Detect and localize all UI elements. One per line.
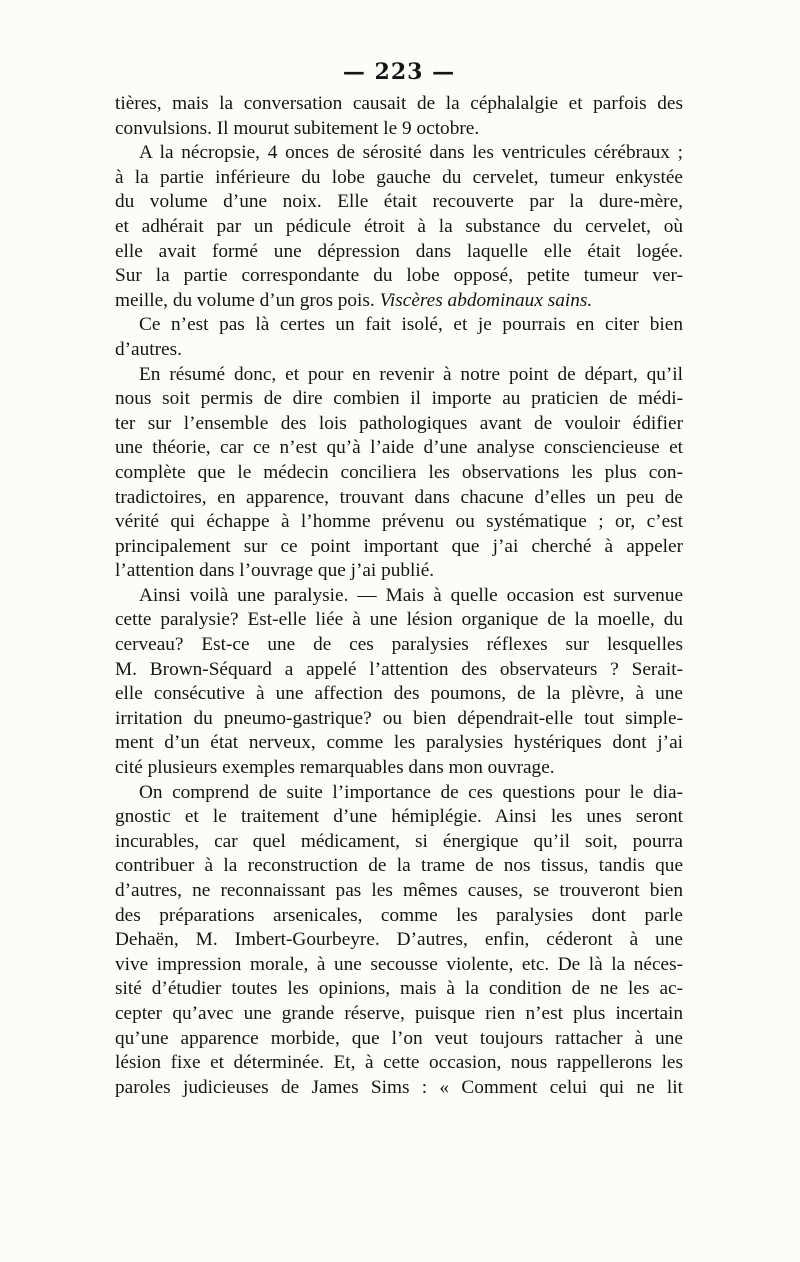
text-line-content: complète que le médecin conciliera les observations les plus con- xyxy=(115,461,683,483)
text-line-content: elle consécutive à une affection des poumons, de la plèvre, à une xyxy=(115,683,683,705)
text-line xyxy=(115,658,683,683)
text-line xyxy=(115,879,683,904)
text-line-content: contribuer à la reconstruction de la trame de nos tissus, tandis que xyxy=(115,855,683,877)
text-line xyxy=(115,953,683,978)
text-line xyxy=(115,928,683,953)
text-line xyxy=(115,830,683,855)
text-line-content: du volume d’une noix. Elle était recouverte par la dure-mère, xyxy=(115,191,683,213)
text-line-content: qu’une apparence morbide, que l’on veut toujours rattacher à une xyxy=(115,1027,683,1049)
text-line-content: En résumé donc, et pour en revenir à notre point de départ, qu’il xyxy=(139,363,683,385)
text-line-content: à la partie inférieure du lobe gauche du cervelet, tumeur enkystée xyxy=(115,166,683,188)
text-line xyxy=(115,584,683,609)
text-line xyxy=(115,412,683,437)
text-line-content: des préparations arsenicales, comme les paralysies dont parle xyxy=(115,904,683,926)
text-line xyxy=(115,313,683,338)
text-line-content: paroles judicieuses de James Sims : « Comment celui qui ne lit xyxy=(115,1076,683,1098)
text-line xyxy=(115,117,683,142)
text-line-content: vive impression morale, à une secousse violente, etc. De là la néces- xyxy=(115,953,683,975)
text-line xyxy=(115,977,683,1002)
text-line xyxy=(115,781,683,806)
text-line xyxy=(115,1002,683,1027)
text-line xyxy=(115,92,683,117)
text-line-content: convulsions. Il mourut subitement le 9 octobre. xyxy=(115,117,480,139)
text-line-content: et adhérait par un pédicule étroit à la substance du cervelet, où xyxy=(115,215,683,237)
text-line xyxy=(115,264,683,289)
text-line-content: incurables, car quel médicament, si énergique qu’il soit, pourra xyxy=(115,830,683,852)
text-line xyxy=(115,1076,683,1101)
text-line-content: M. Brown-Séquard a appelé l’attention des observateurs ? Serait- xyxy=(115,658,683,680)
text-line-content: meille, du volume d’un gros pois. xyxy=(115,289,375,311)
text-line-content: nous soit permis de dire combien il importe au praticien de médi- xyxy=(115,388,683,410)
body-text xyxy=(115,92,683,1100)
text-line-content: Ainsi voilà une paralysie. — Mais à quelle occasion est survenue xyxy=(139,584,683,606)
text-line xyxy=(115,682,683,707)
text-line-content: lésion fixe et déterminée. Et, à cette occasion, nous rappellerons les xyxy=(115,1052,683,1074)
text-line xyxy=(115,141,683,166)
text-line-content: ment d’un état nerveux, comme les paralysies hystériques dont j’ai xyxy=(115,732,683,754)
text-line xyxy=(115,756,683,781)
text-line-content: A la nécropsie, 4 onces de sérosité dans les ventricules cérébraux ; xyxy=(139,142,683,164)
text-line-content: Sur la partie correspondante du lobe opposé, petite tumeur ver- xyxy=(115,265,683,287)
text-line-content: vérité qui échappe à l’homme prévenu ou systématique ; or, c’est xyxy=(115,511,683,533)
text-line xyxy=(115,805,683,830)
text-line xyxy=(115,338,683,363)
text-line-content: Dehaën, M. Imbert-Gourbeyre. D’autres, enfin, céderont à une xyxy=(115,929,683,951)
text-line xyxy=(115,387,683,412)
text-line-content: cepter qu’avec une grande réserve, puisque rien n’est plus incertain xyxy=(115,1002,683,1024)
text-line xyxy=(115,904,683,929)
text-line xyxy=(115,289,683,314)
text-line-content: cerveau? Est-ce une de ces paralysies réflexes sur lesquelles xyxy=(115,634,683,656)
text-line xyxy=(115,240,683,265)
text-line-content: une théorie, car ce n’est qu’à l’aide d’une analyse consciencieuse et xyxy=(115,437,683,459)
text-line-content: On comprend de suite l’importance de ces questions pour le dia- xyxy=(139,781,683,803)
text-line xyxy=(115,510,683,535)
text-line xyxy=(115,461,683,486)
text-line-content: cette paralysie? Est-elle liée à une lésion organique de la moelle, du xyxy=(115,609,683,631)
text-line-content: d’autres. xyxy=(115,338,182,360)
text-line xyxy=(115,854,683,879)
book-page xyxy=(115,52,683,1100)
text-line xyxy=(115,559,683,584)
italic-phrase: Viscères abdominaux sains. xyxy=(379,289,593,311)
text-line-content: cité plusieurs exemples remarquables dans mon ouvrage. xyxy=(115,757,555,779)
text-line-content: tradictoires, en apparence, trouvant dans chacune d’elles un peu de xyxy=(115,486,683,508)
text-line-content: l’attention dans l’ouvrage que j’ai publié. xyxy=(115,560,435,582)
text-line-content: elle avait formé une dépression dans laquelle elle était logée. xyxy=(115,240,683,262)
text-line xyxy=(115,166,683,191)
text-line-content: sité d’étudier toutes les opinions, mais à la condition de ne les ac- xyxy=(115,978,683,1000)
text-line xyxy=(115,215,683,240)
text-line-content: irritation du pneumo-gastrique? ou bien dépendrait-elle tout simple- xyxy=(115,707,683,729)
text-line-content: Ce n’est pas là certes un fait isolé, et je pourrais en citer bien xyxy=(139,314,683,336)
text-line xyxy=(115,707,683,732)
text-line xyxy=(115,363,683,388)
text-line xyxy=(115,1027,683,1052)
text-line xyxy=(115,1051,683,1076)
page-number: — 223 — xyxy=(342,59,456,85)
text-line xyxy=(115,436,683,461)
text-line xyxy=(115,608,683,633)
text-line xyxy=(115,535,683,560)
text-line xyxy=(115,633,683,658)
text-line xyxy=(115,731,683,756)
text-line-content: principalement sur ce point important que j’ai cherché à appeler xyxy=(115,535,683,557)
text-line-content: ter sur l’ensemble des lois pathologiques avant de vouloir édifier xyxy=(115,412,683,434)
text-line-content: d’autres, ne reconnaissant pas les mêmes causes, se trouveront bien xyxy=(115,880,683,901)
text-line xyxy=(115,486,683,511)
text-line-content: tières, mais la conversation causait de la céphalalgie et parfois des xyxy=(115,93,683,114)
text-line xyxy=(115,190,683,215)
text-line-content: gnostic et le traitement d’une hémiplégie. Ainsi les unes seront xyxy=(115,806,683,828)
